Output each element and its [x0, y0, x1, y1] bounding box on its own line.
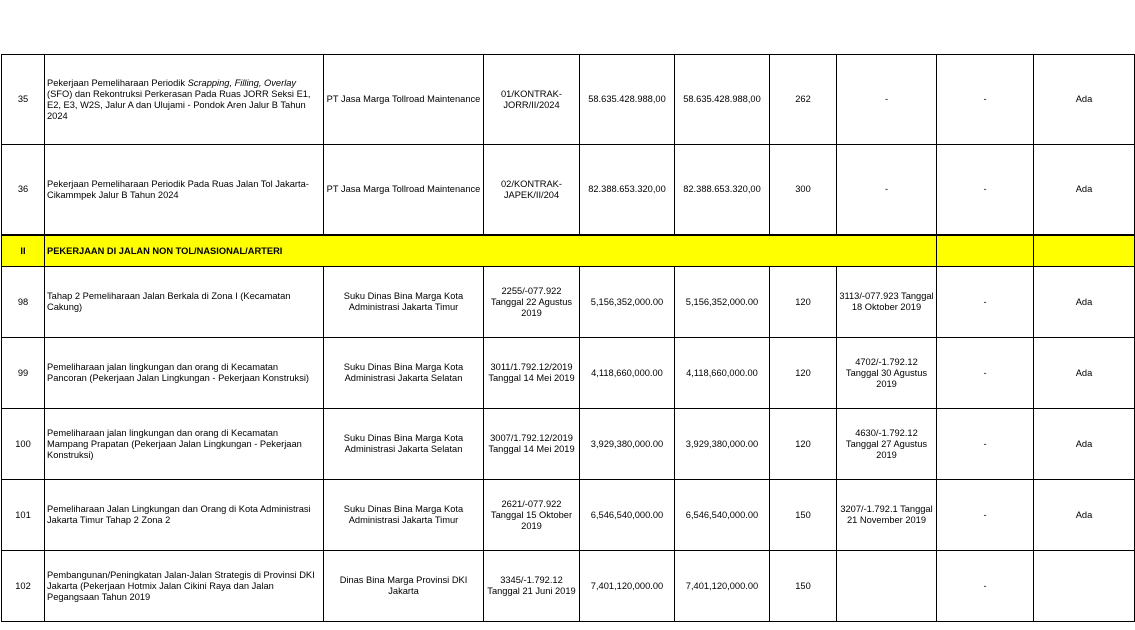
status-cell [1034, 551, 1135, 622]
status-cell: Ada [1034, 480, 1135, 551]
reference-cell: 3113/-077.923 Tanggal 18 Oktober 2019 [837, 267, 937, 338]
contract-cell: 3011/1.792.12/2019 Tanggal 14 Mei 2019 [484, 338, 580, 409]
row-number: 98 [2, 267, 45, 338]
days-cell: 120 [770, 267, 837, 338]
reference-cell: - [837, 55, 937, 145]
company-cell: Suku Dinas Bina Marga Kota Administrasi Jakarta Selatan [324, 338, 484, 409]
extra-cell: - [937, 55, 1034, 145]
final-value-cell: 5,156,352,000.00 [675, 267, 770, 338]
contract-value-cell: 7,401,120,000.00 [580, 551, 675, 622]
status-cell: Ada [1034, 409, 1135, 480]
status-cell: Ada [1034, 267, 1135, 338]
section-empty-cell [1034, 235, 1135, 267]
final-value-cell: 7,401,120,000.00 [675, 551, 770, 622]
contract-value-cell: 4,118,660,000.00 [580, 338, 675, 409]
contract-value-cell: 82.388.653.320,00 [580, 145, 675, 236]
section-header-row [2, 235, 1135, 267]
days-cell: 120 [770, 338, 837, 409]
job-description: Tahap 2 Pemeliharaan Jalan Berkala di Zona I (Kecamatan Cakung) [45, 267, 324, 338]
table-row [2, 338, 1135, 409]
table-row [2, 267, 1135, 338]
job-description: Pembangunan/Peningkatan Jalan-Jalan Strategis di Provinsi DKI Jakarta (Pekerjaan Hotmix Jalan Cikini Raya dan Jalan Pegangsaan Tahun 2019 [45, 551, 324, 622]
job-description: Pemeliharaan jalan lingkungan dan orang di Kecamatan Pancoran (Pekerjaan Jalan Lingkungan - Pekerjaan Konstruksi) [45, 338, 324, 409]
company-cell: Suku Dinas Bina Marga Kota Administrasi Jakarta Timur [324, 267, 484, 338]
extra-cell: - [937, 480, 1034, 551]
contract-value-cell: 6,546,540,000.00 [580, 480, 675, 551]
section-empty-cell [937, 235, 1034, 267]
extra-cell: - [937, 145, 1034, 236]
job-description: Pekerjaan Pemeliharaan Periodik Pada Ruas Jalan Tol Jakarta-Cikammpek Jalur B Tahun 2024 [45, 145, 324, 236]
company-cell: Suku Dinas Bina Marga Kota Administrasi Jakarta Timur [324, 480, 484, 551]
company-cell: Dinas Bina Marga Provinsi DKI Jakarta [324, 551, 484, 622]
status-cell: Ada [1034, 338, 1135, 409]
final-value-cell: 3,929,380,000.00 [675, 409, 770, 480]
section-number: II [2, 235, 45, 267]
job-description: Pemeliharaan jalan lingkungan dan orang di Kecamatan Mampang Prapatan (Pekerjaan Jalan Lingkungan - Pekerjaan Konstruksi) [45, 409, 324, 480]
contract-value-cell: 3,929,380,000.00 [580, 409, 675, 480]
company-cell: PT Jasa Marga Tollroad Maintenance [324, 55, 484, 145]
days-cell: 120 [770, 409, 837, 480]
contract-cell: 2255/-077.922 Tanggal 22 Agustus 2019 [484, 267, 580, 338]
contract-value-cell: 5,156,352,000.00 [580, 267, 675, 338]
reference-cell: 4630/-1.792.12 Tanggal 27 Agustus 2019 [837, 409, 937, 480]
table-row [2, 145, 1135, 236]
row-number: 101 [2, 480, 45, 551]
company-cell: PT Jasa Marga Tollroad Maintenance [324, 145, 484, 236]
contract-cell: 2621/-077.922 Tanggal 15 Oktober 2019 [484, 480, 580, 551]
contract-cell: 3007/1.792.12/2019 Tanggal 14 Mei 2019 [484, 409, 580, 480]
contract-cell: 3345/-1.792.12 Tanggal 21 Juni 2019 [484, 551, 580, 622]
row-number: 100 [2, 409, 45, 480]
table-row [2, 480, 1135, 551]
contracts-table [1, 54, 1135, 622]
final-value-cell: 82.388.653.320,00 [675, 145, 770, 236]
status-cell: Ada [1034, 145, 1135, 236]
company-cell: Suku Dinas Bina Marga Kota Administrasi Jakarta Selatan [324, 409, 484, 480]
row-number: 36 [2, 145, 45, 236]
reference-cell: - [837, 145, 937, 236]
extra-cell: - [937, 338, 1034, 409]
status-cell: Ada [1034, 55, 1135, 145]
table-row [2, 55, 1135, 145]
contract-cell: 01/KONTRAK-JORR/II/2024 [484, 55, 580, 145]
row-number: 102 [2, 551, 45, 622]
table-row [2, 409, 1135, 480]
row-number: 35 [2, 55, 45, 145]
job-description: Pekerjaan Pemeliharaan Periodik Scrapping, Filling, Overlay (SFO) dan Rekontruksi Perkerasan Pada Ruas JORR Seksi E1, E2, E3, W2S, Jalur A dan Ulujami - Pondok Aren Jalur B Tahun 2024 [45, 55, 324, 145]
contract-value-cell: 58.635.428.988,00 [580, 55, 675, 145]
section-title: PEKERJAAN DI JALAN NON TOL/NASIONAL/ARTERI [45, 235, 937, 267]
days-cell: 150 [770, 480, 837, 551]
final-value-cell: 4,118,660,000.00 [675, 338, 770, 409]
reference-cell: 4702/-1.792.12 Tanggal 30 Agustus 2019 [837, 338, 937, 409]
reference-cell [837, 551, 937, 622]
final-value-cell: 58.635.428.988,00 [675, 55, 770, 145]
days-cell: 262 [770, 55, 837, 145]
reference-cell: 3207/-1.792.1 Tanggal 21 November 2019 [837, 480, 937, 551]
extra-cell: - [937, 551, 1034, 622]
final-value-cell: 6,546,540,000.00 [675, 480, 770, 551]
job-description: Pemeliharaan Jalan Lingkungan dan Orang di Kota Administrasi Jakarta Timur Tahap 2 Zona 2 [45, 480, 324, 551]
contract-cell: 02/KONTRAK-JAPEK/II/204 [484, 145, 580, 236]
row-number: 99 [2, 338, 45, 409]
days-cell: 150 [770, 551, 837, 622]
extra-cell: - [937, 267, 1034, 338]
extra-cell: - [937, 409, 1034, 480]
days-cell: 300 [770, 145, 837, 236]
table-row [2, 551, 1135, 622]
